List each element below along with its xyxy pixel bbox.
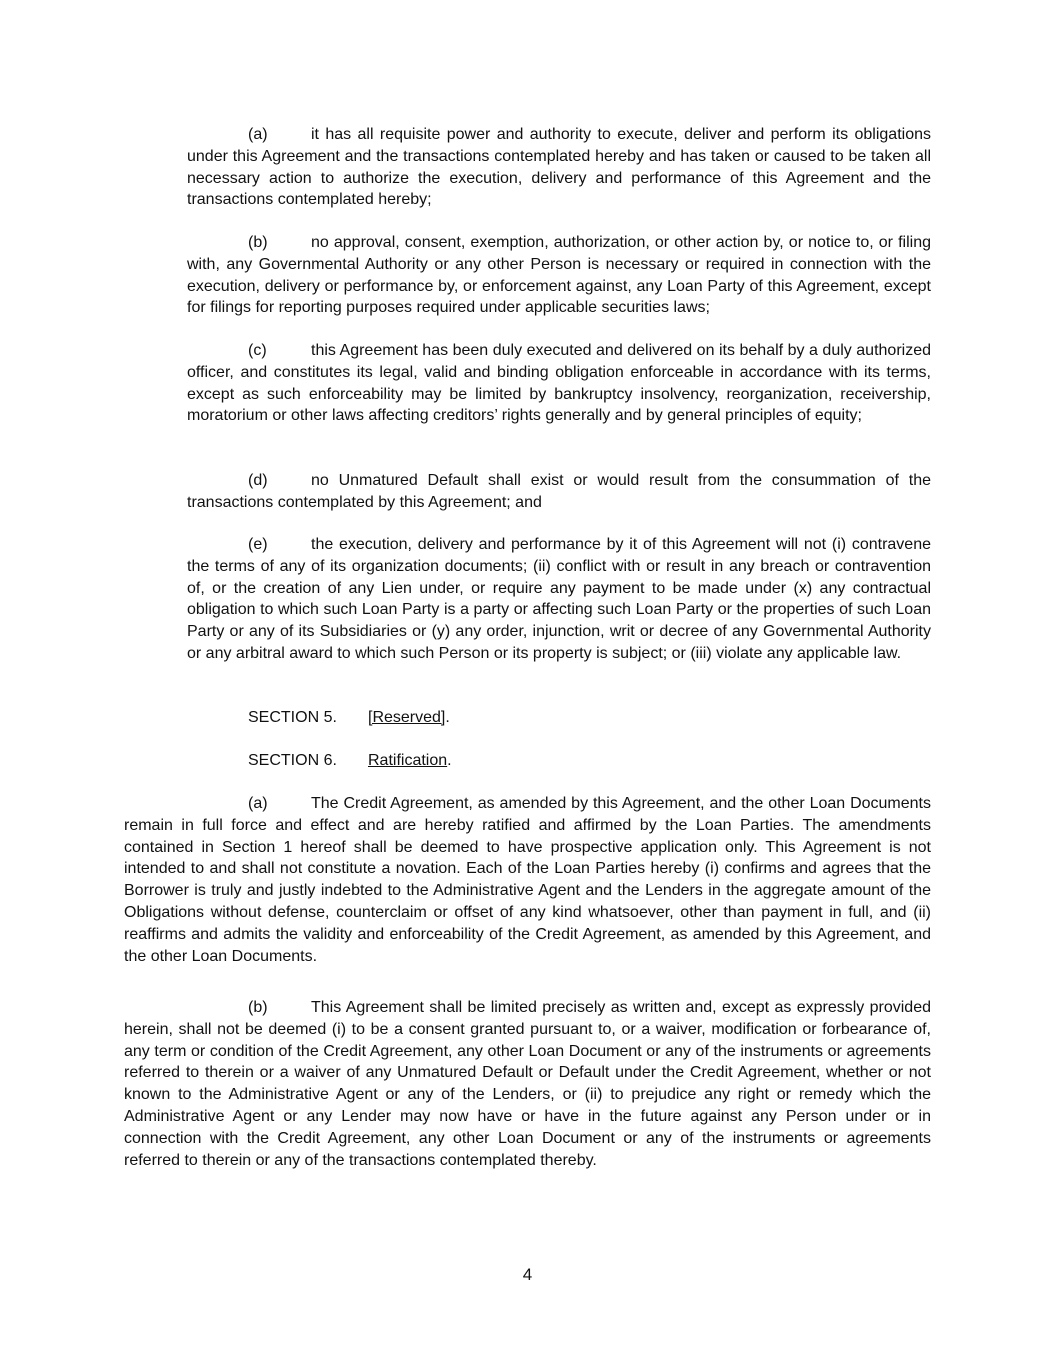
section-5-heading xyxy=(248,707,450,729)
paragraph-text: no approval, consent, exemption, authorization, or other action by, or notice to, or filing with, any Governmental Authority or any other Person is necessary or required in connection with the execution, delivery or performance by, or enforcement against, any Loan Party of this Agreement, except for filings for reporting purposes required under applicable securities laws; xyxy=(187,234,931,317)
section-6-paragraph-a xyxy=(124,793,931,967)
section-number: SECTION 5. xyxy=(248,709,337,726)
paragraph-text: it has all requisite power and authority to execute, deliver and perform its obligations under this Agreement and the transactions contemplated hereby and has taken or caused to be taken all necessary action to authorize the execution, delivery and performance of this Agreement and the transactions contemplated hereby; xyxy=(187,126,931,209)
section-title: [Reserved] xyxy=(368,709,446,726)
paragraph-label: (a) xyxy=(248,795,268,812)
paragraph-a xyxy=(187,124,931,211)
section-number: SECTION 6. xyxy=(248,752,337,769)
paragraph-c xyxy=(187,340,931,427)
paragraph-text: this Agreement has been duly executed and delivered on its behalf by a duly authorized officer, and constitutes its legal, valid and binding obligation enforceable in accordance with its terms, except as such enforceability may be limited by bankruptcy insolvency, reorganization, receivership, moratorium or other laws affecting creditors’ rights generally and by general principles of equity; xyxy=(187,342,931,425)
section-title-suffix: . xyxy=(447,752,452,769)
paragraph-e xyxy=(187,534,931,665)
paragraph-label: (b) xyxy=(248,999,268,1016)
paragraph-label: (d) xyxy=(248,472,268,489)
paragraph-d xyxy=(187,470,931,514)
section-6-paragraph-b xyxy=(124,997,931,1171)
paragraph-text: the execution, delivery and performance by it of this Agreement will not (i) contravene the terms of any of its organization documents; (ii) conflict with or result in any breach or contravention of, or the creation of any Lien under, or require any payment to be made under (x) any contractual obligation to which such Loan Party is a party or affecting such Loan Party or the properties of such Loan Party or any of its Subsidiaries or (y) any order, injunction, writ or decree of any Governmental Authority or any arbitral award to which such Person or its property is subject; or (iii) violate any applicable law. xyxy=(187,536,931,662)
paragraph-label: (c) xyxy=(248,342,267,359)
paragraph-text: no Unmatured Default shall exist or would result from the consummation of the transactions contemplated by this Agreement; and xyxy=(187,472,931,511)
paragraph-text: This Agreement shall be limited precisely as written and, except as expressly provided herein, shall not be deemed (i) to be a consent granted pursuant to, or a waiver, modification or forbearance of, any term or condition of the Credit Agreement, any other Loan Document or any of the instruments or agreements referred to therein or a waiver of any Unmatured Default or Default under the Credit Agreement, whether or not known to the Administrative Agent or any of the Lenders, or (ii) to prejudice any right or remedy which the Administrative Agent or any Lender may now have or have in the future against any Person under or in connection with the Credit Agreement, any other Loan Document or any of the instruments or agreements referred to therein or any of the transactions contemplated thereby. xyxy=(124,999,931,1169)
section-6-heading xyxy=(248,750,452,772)
paragraph-label: (a) xyxy=(248,126,268,143)
paragraph-b xyxy=(187,232,931,319)
page-number: 4 xyxy=(522,1265,533,1284)
paragraph-label: (b) xyxy=(248,234,268,251)
section-title: Ratification xyxy=(368,752,448,769)
section-title-suffix: . xyxy=(445,709,450,726)
paragraph-label: (e) xyxy=(248,536,268,553)
paragraph-text: The Credit Agreement, as amended by this Agreement, and the other Loan Documents remain in full force and effect and are hereby ratified and affirmed by the Loan Parties. The amendments contained in Section 1 hereof shall be deemed to have prospective application only. This Agreement is not intended to and shall not constitute a novation. Each of the Loan Parties hereby (i) confirms and agrees that the Borrower is truly and justly indebted to the Administrative Agent and the Lenders in the aggregate amount of the Obligations without defense, counterclaim or offset of any kind whatsoever, other than payment in full, and (ii) reaffirms and admits the validity and enforceability of the Credit Agreement, as amended by this Agreement, and the other Loan Documents. xyxy=(124,795,931,965)
